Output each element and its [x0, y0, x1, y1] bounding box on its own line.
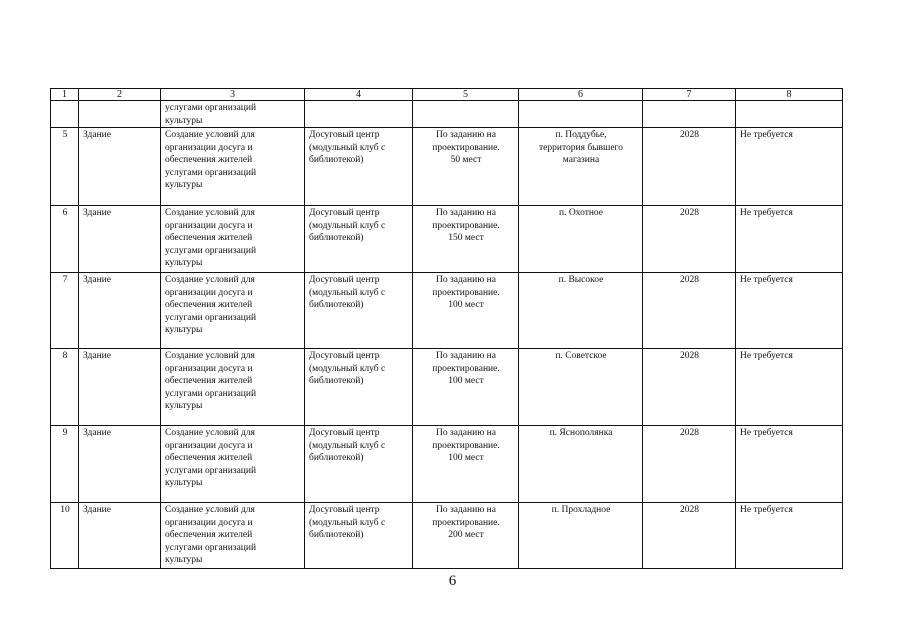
column-header: 3 [161, 89, 305, 101]
cell-purpose: услугами организаций культуры [161, 101, 305, 128]
cell-purpose: Создание условий для организации досуга и обеспечения жителей услугами организаций культуры [161, 206, 305, 273]
cell-location: п. Советское [519, 349, 643, 426]
cell-name: Досуговый центр (модульный клуб с библиотекой) [305, 349, 413, 426]
cell-location: п. Яснополянка [519, 426, 643, 503]
cell-name: Досуговый центр (модульный клуб с библиотекой) [305, 503, 413, 569]
cell-capacity: По заданию на проектирование. 150 мест [413, 206, 519, 273]
cell-name: Досуговый центр (модульный клуб с библиотекой) [305, 273, 413, 349]
cell-capacity: По заданию на проектирование. 100 мест [413, 426, 519, 503]
cell-year: 2028 [643, 128, 736, 206]
cell-year: 2028 [643, 206, 736, 273]
cell-number: 9 [51, 426, 79, 503]
cell-zone: Не требуется [736, 128, 843, 206]
column-header: 8 [736, 89, 843, 101]
cell-type: Здание [79, 273, 161, 349]
column-header: 2 [79, 89, 161, 101]
cell-type: Здание [79, 426, 161, 503]
cell-location [519, 101, 643, 128]
cell-year: 2028 [643, 503, 736, 569]
cell-year [643, 101, 736, 128]
cell-purpose: Создание условий для организации досуга и обеспечения жителей услугами организаций культуры [161, 128, 305, 206]
table-row [51, 426, 843, 503]
cell-type: Здание [79, 206, 161, 273]
cell-type: Здание [79, 128, 161, 206]
cell-location: п. Высокое [519, 273, 643, 349]
cell-name [305, 101, 413, 128]
facilities-table [50, 88, 843, 569]
cell-purpose: Создание условий для организации досуга и обеспечения жителей услугами организаций культуры [161, 273, 305, 349]
cell-number [51, 101, 79, 128]
column-header: 7 [643, 89, 736, 101]
cell-number: 8 [51, 349, 79, 426]
cell-location: п. Охотное [519, 206, 643, 273]
cell-name: Досуговый центр (модульный клуб с библиотекой) [305, 128, 413, 206]
cell-capacity: По заданию на проектирование. 200 мест [413, 503, 519, 569]
table-row [51, 206, 843, 273]
cell-type: Здание [79, 503, 161, 569]
cell-capacity: По заданию на проектирование. 50 мест [413, 128, 519, 206]
column-header: 6 [519, 89, 643, 101]
cell-zone [736, 101, 843, 128]
table-header-row [51, 89, 843, 101]
table-row [51, 128, 843, 206]
cell-location: п. Прохладное [519, 503, 643, 569]
cell-type: Здание [79, 349, 161, 426]
table-row [51, 503, 843, 569]
cell-zone: Не требуется [736, 503, 843, 569]
cell-number: 6 [51, 206, 79, 273]
cell-zone: Не требуется [736, 206, 843, 273]
cell-number: 10 [51, 503, 79, 569]
cell-zone: Не требуется [736, 273, 843, 349]
cell-number: 5 [51, 128, 79, 206]
cell-capacity: По заданию на проектирование. 100 мест [413, 349, 519, 426]
cell-capacity: По заданию на проектирование. 100 мест [413, 273, 519, 349]
cell-name: Досуговый центр (модульный клуб с библиотекой) [305, 426, 413, 503]
cell-year: 2028 [643, 349, 736, 426]
cell-purpose: Создание условий для организации досуга и обеспечения жителей услугами организаций культуры [161, 349, 305, 426]
cell-zone: Не требуется [736, 426, 843, 503]
cell-year: 2028 [643, 273, 736, 349]
cell-location: п. Поддубье, территория бывшего магазина [519, 128, 643, 206]
cell-zone: Не требуется [736, 349, 843, 426]
table-row-continuation [51, 101, 843, 128]
cell-year: 2028 [643, 426, 736, 503]
cell-type [79, 101, 161, 128]
table-row [51, 273, 843, 349]
column-header: 4 [305, 89, 413, 101]
table-row [51, 349, 843, 426]
cell-name: Досуговый центр (модульный клуб с библиотекой) [305, 206, 413, 273]
column-header: 5 [413, 89, 519, 101]
cell-capacity [413, 101, 519, 128]
cell-purpose: Создание условий для организации досуга и обеспечения жителей услугами организаций культуры [161, 503, 305, 569]
column-header: 1 [51, 89, 79, 101]
cell-number: 7 [51, 273, 79, 349]
cell-purpose: Создание условий для организации досуга и обеспечения жителей услугами организаций культуры [161, 426, 305, 503]
page-number: 6 [448, 573, 457, 589]
